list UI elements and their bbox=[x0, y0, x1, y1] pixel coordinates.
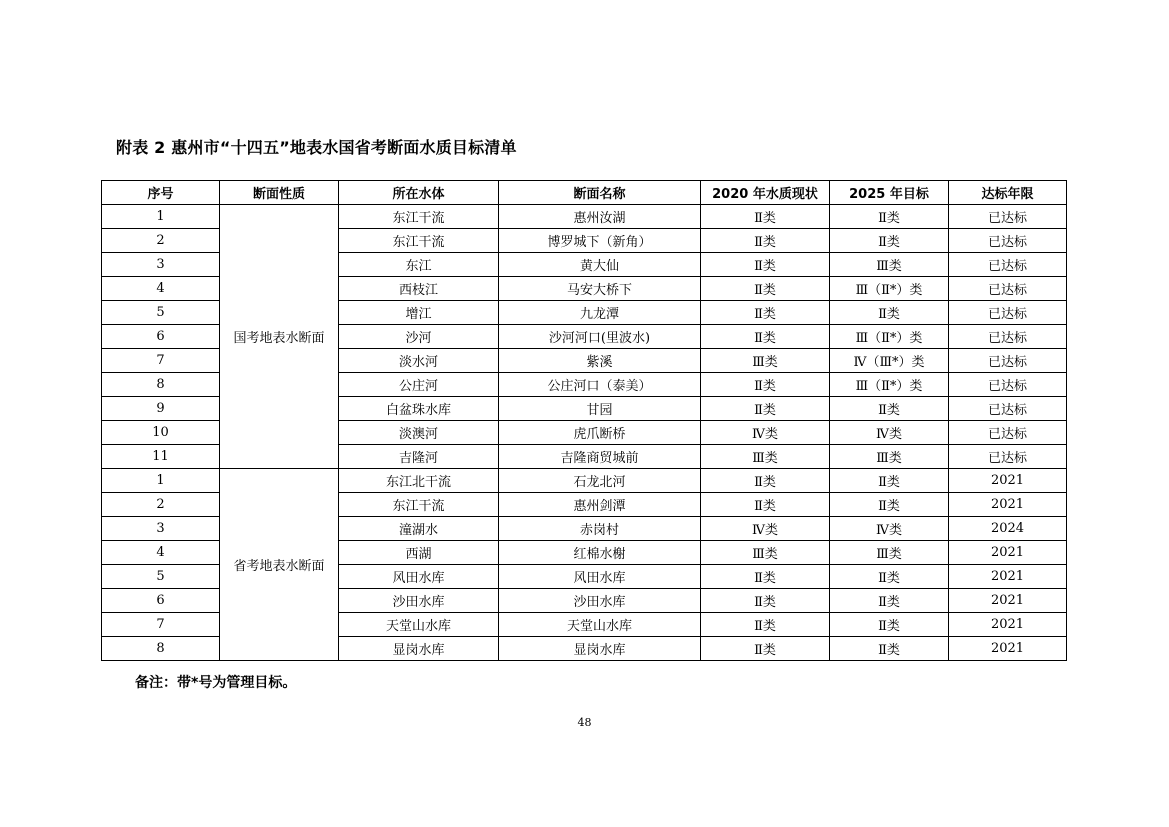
row-deadline-cell: 2021 bbox=[949, 589, 1067, 613]
row-deadline-cell: 已达标 bbox=[949, 277, 1067, 301]
row-serial-cell: 6 bbox=[102, 325, 220, 349]
row-target-2025-cell: Ⅲ类 bbox=[830, 541, 949, 565]
row-deadline-cell: 2021 bbox=[949, 613, 1067, 637]
row-water-body-cell: 淡澳河 bbox=[339, 421, 499, 445]
row-target-2025-cell: Ⅱ类 bbox=[830, 565, 949, 589]
row-serial-cell: 2 bbox=[102, 493, 220, 517]
row-section-name-cell: 显岗水库 bbox=[499, 637, 701, 661]
row-status-2020-cell: Ⅱ类 bbox=[701, 469, 830, 493]
table-row bbox=[102, 205, 1067, 229]
row-section-name-cell: 惠州剑潭 bbox=[499, 493, 701, 517]
row-target-2025-cell: Ⅳ类 bbox=[830, 421, 949, 445]
row-status-2020-cell: Ⅱ类 bbox=[701, 613, 830, 637]
row-deadline-cell: 2021 bbox=[949, 493, 1067, 517]
header-cell-status-2020: 2020 年水质现状 bbox=[701, 181, 830, 205]
table-header-row bbox=[102, 181, 1067, 205]
row-serial-cell: 7 bbox=[102, 613, 220, 637]
row-target-2025-cell: Ⅱ类 bbox=[830, 589, 949, 613]
row-section-name-cell: 黄大仙 bbox=[499, 253, 701, 277]
row-target-2025-cell: Ⅱ类 bbox=[830, 613, 949, 637]
row-water-body-cell: 吉隆河 bbox=[339, 445, 499, 469]
row-section-name-cell: 公庄河口（泰美） bbox=[499, 373, 701, 397]
row-water-body-cell: 风田水库 bbox=[339, 565, 499, 589]
row-water-body-cell: 西湖 bbox=[339, 541, 499, 565]
row-status-2020-cell: Ⅱ类 bbox=[701, 373, 830, 397]
row-water-body-cell: 公庄河 bbox=[339, 373, 499, 397]
row-target-2025-cell: Ⅲ（Ⅱ*）类 bbox=[830, 277, 949, 301]
header-cell-section-name: 断面名称 bbox=[499, 181, 701, 205]
row-serial-cell: 7 bbox=[102, 349, 220, 373]
row-status-2020-cell: Ⅱ类 bbox=[701, 277, 830, 301]
row-water-body-cell: 东江干流 bbox=[339, 205, 499, 229]
row-status-2020-cell: Ⅱ类 bbox=[701, 301, 830, 325]
row-status-2020-cell: Ⅱ类 bbox=[701, 325, 830, 349]
row-deadline-cell: 2024 bbox=[949, 517, 1067, 541]
row-serial-cell: 5 bbox=[102, 565, 220, 589]
row-section-name-cell: 紫溪 bbox=[499, 349, 701, 373]
row-section-name-cell: 红棉水榭 bbox=[499, 541, 701, 565]
row-serial-cell: 8 bbox=[102, 637, 220, 661]
row-section-name-cell: 马安大桥下 bbox=[499, 277, 701, 301]
row-water-body-cell: 东江 bbox=[339, 253, 499, 277]
row-target-2025-cell: Ⅲ类 bbox=[830, 445, 949, 469]
row-serial-cell: 3 bbox=[102, 517, 220, 541]
table-body bbox=[102, 205, 1067, 661]
row-deadline-cell: 2021 bbox=[949, 637, 1067, 661]
row-status-2020-cell: Ⅱ类 bbox=[701, 253, 830, 277]
row-target-2025-cell: Ⅲ类 bbox=[830, 253, 949, 277]
row-deadline-cell: 已达标 bbox=[949, 397, 1067, 421]
row-deadline-cell: 2021 bbox=[949, 541, 1067, 565]
row-water-body-cell: 沙田水库 bbox=[339, 589, 499, 613]
row-target-2025-cell: Ⅱ类 bbox=[830, 205, 949, 229]
row-serial-cell: 4 bbox=[102, 277, 220, 301]
row-section-name-cell: 吉隆商贸城前 bbox=[499, 445, 701, 469]
row-section-name-cell: 九龙潭 bbox=[499, 301, 701, 325]
row-target-2025-cell: Ⅱ类 bbox=[830, 301, 949, 325]
row-deadline-cell: 已达标 bbox=[949, 445, 1067, 469]
row-serial-cell: 10 bbox=[102, 421, 220, 445]
row-water-body-cell: 增江 bbox=[339, 301, 499, 325]
row-status-2020-cell: Ⅱ类 bbox=[701, 493, 830, 517]
row-target-2025-cell: Ⅱ类 bbox=[830, 397, 949, 421]
row-status-2020-cell: Ⅱ类 bbox=[701, 229, 830, 253]
row-serial-cell: 9 bbox=[102, 397, 220, 421]
row-target-2025-cell: Ⅱ类 bbox=[830, 229, 949, 253]
row-deadline-cell: 已达标 bbox=[949, 253, 1067, 277]
row-status-2020-cell: Ⅱ类 bbox=[701, 637, 830, 661]
header-cell-target-2025: 2025 年目标 bbox=[830, 181, 949, 205]
row-water-body-cell: 白盆珠水库 bbox=[339, 397, 499, 421]
row-deadline-cell: 已达标 bbox=[949, 349, 1067, 373]
footnote: 备注：带*号为管理目标。 bbox=[135, 675, 297, 691]
row-group-label-cell: 国考地表水断面 bbox=[220, 205, 339, 469]
row-status-2020-cell: Ⅳ类 bbox=[701, 517, 830, 541]
header-cell-deadline: 达标年限 bbox=[949, 181, 1067, 205]
row-target-2025-cell: Ⅱ类 bbox=[830, 469, 949, 493]
row-deadline-cell: 已达标 bbox=[949, 325, 1067, 349]
row-section-name-cell: 惠州汝湖 bbox=[499, 205, 701, 229]
row-serial-cell: 4 bbox=[102, 541, 220, 565]
row-status-2020-cell: Ⅱ类 bbox=[701, 565, 830, 589]
row-target-2025-cell: Ⅲ（Ⅱ*）类 bbox=[830, 373, 949, 397]
row-target-2025-cell: Ⅳ（Ⅲ*）类 bbox=[830, 349, 949, 373]
row-section-name-cell: 沙河河口(里波水) bbox=[499, 325, 701, 349]
row-water-body-cell: 显岗水库 bbox=[339, 637, 499, 661]
header-cell-serial: 序号 bbox=[102, 181, 220, 205]
row-section-name-cell: 天堂山水库 bbox=[499, 613, 701, 637]
row-section-name-cell: 甘园 bbox=[499, 397, 701, 421]
row-status-2020-cell: Ⅲ类 bbox=[701, 349, 830, 373]
row-section-name-cell: 沙田水库 bbox=[499, 589, 701, 613]
row-target-2025-cell: Ⅳ类 bbox=[830, 517, 949, 541]
row-water-body-cell: 东江北干流 bbox=[339, 469, 499, 493]
row-status-2020-cell: Ⅱ类 bbox=[701, 397, 830, 421]
row-deadline-cell: 2021 bbox=[949, 469, 1067, 493]
row-status-2020-cell: Ⅲ类 bbox=[701, 445, 830, 469]
row-deadline-cell: 已达标 bbox=[949, 421, 1067, 445]
row-section-name-cell: 风田水库 bbox=[499, 565, 701, 589]
header-cell-section-type: 断面性质 bbox=[220, 181, 339, 205]
row-water-body-cell: 东江干流 bbox=[339, 229, 499, 253]
row-target-2025-cell: Ⅱ类 bbox=[830, 493, 949, 517]
row-deadline-cell: 已达标 bbox=[949, 205, 1067, 229]
row-water-body-cell: 东江干流 bbox=[339, 493, 499, 517]
row-target-2025-cell: Ⅱ类 bbox=[830, 637, 949, 661]
row-section-name-cell: 赤岗村 bbox=[499, 517, 701, 541]
row-water-body-cell: 天堂山水库 bbox=[339, 613, 499, 637]
table-row bbox=[102, 469, 1067, 493]
page-number: 48 bbox=[577, 716, 592, 729]
row-serial-cell: 5 bbox=[102, 301, 220, 325]
row-status-2020-cell: Ⅲ类 bbox=[701, 541, 830, 565]
row-deadline-cell: 已达标 bbox=[949, 373, 1067, 397]
row-status-2020-cell: Ⅱ类 bbox=[701, 589, 830, 613]
row-section-name-cell: 虎爪断桥 bbox=[499, 421, 701, 445]
row-group-label-cell: 省考地表水断面 bbox=[220, 469, 339, 661]
water-quality-target-table bbox=[101, 180, 1067, 661]
row-serial-cell: 2 bbox=[102, 229, 220, 253]
row-status-2020-cell: Ⅱ类 bbox=[701, 205, 830, 229]
row-section-name-cell: 石龙北河 bbox=[499, 469, 701, 493]
row-serial-cell: 1 bbox=[102, 469, 220, 493]
row-water-body-cell: 西枝江 bbox=[339, 277, 499, 301]
row-water-body-cell: 沙河 bbox=[339, 325, 499, 349]
row-status-2020-cell: Ⅳ类 bbox=[701, 421, 830, 445]
row-serial-cell: 1 bbox=[102, 205, 220, 229]
row-deadline-cell: 已达标 bbox=[949, 301, 1067, 325]
row-deadline-cell: 2021 bbox=[949, 565, 1067, 589]
row-deadline-cell: 已达标 bbox=[949, 229, 1067, 253]
row-target-2025-cell: Ⅲ（Ⅱ*）类 bbox=[830, 325, 949, 349]
row-water-body-cell: 淡水河 bbox=[339, 349, 499, 373]
row-section-name-cell: 博罗城下（新角） bbox=[499, 229, 701, 253]
row-water-body-cell: 潼湖水 bbox=[339, 517, 499, 541]
page-title: 附表 2 惠州市“十四五”地表水国省考断面水质目标清单 bbox=[116, 138, 517, 157]
row-serial-cell: 3 bbox=[102, 253, 220, 277]
row-serial-cell: 6 bbox=[102, 589, 220, 613]
header-cell-water-body: 所在水体 bbox=[339, 181, 499, 205]
row-serial-cell: 11 bbox=[102, 445, 220, 469]
row-serial-cell: 8 bbox=[102, 373, 220, 397]
